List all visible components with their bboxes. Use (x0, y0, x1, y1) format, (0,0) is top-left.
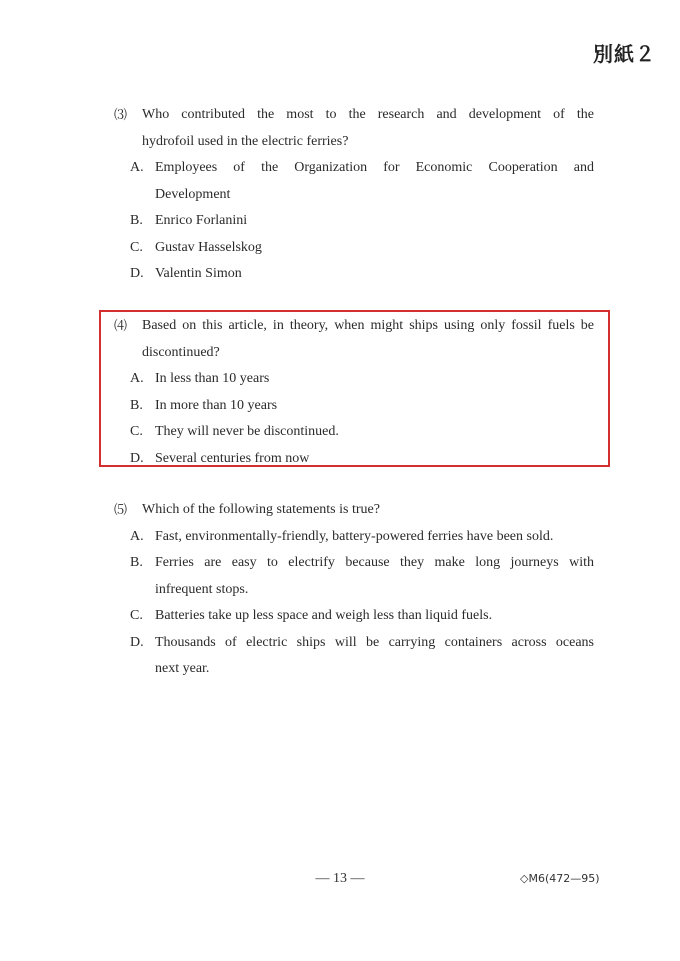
option-label: D. (130, 450, 144, 466)
option-label: B. (130, 397, 143, 413)
option-text: Gustav Hasselskog (155, 239, 262, 255)
option-c[interactable] (130, 419, 594, 446)
option-label: D. (130, 266, 144, 281)
option-text: Development (155, 186, 231, 202)
question-text: Which of the following statements is true? (142, 502, 380, 517)
option-c[interactable] (130, 235, 594, 262)
option-label: C. (130, 424, 143, 439)
option-text: In less than 10 years (155, 371, 270, 386)
option-text: They will never be discontinued. (155, 424, 339, 439)
option-a[interactable] (130, 155, 594, 208)
option-b[interactable] (130, 550, 594, 603)
attachment-label: 別紙２ (593, 42, 656, 66)
option-a[interactable] (130, 366, 594, 393)
option-text: Thousands of electric ships will be carrying containers across oceans (155, 634, 594, 650)
option-text: Batteries take up less space and weigh less than liquid fuels. (155, 608, 493, 623)
option-label: A. (130, 371, 144, 386)
option-text: next year. (155, 661, 210, 676)
option-label: A. (130, 528, 144, 544)
option-c[interactable] (130, 603, 594, 630)
option-b[interactable] (130, 393, 594, 420)
option-text: Fast, environmentally-friendly, battery-powered ferries have been sold. (155, 528, 554, 544)
option-d[interactable] (130, 630, 594, 683)
question-text: discontinued? (142, 344, 220, 360)
option-d[interactable] (130, 446, 594, 473)
question-number: ⑷ (114, 318, 128, 333)
option-label: C. (130, 239, 143, 255)
option-b[interactable] (130, 208, 594, 235)
option-label: C. (130, 608, 143, 623)
option-text: Valentin Simon (155, 266, 242, 281)
option-d[interactable] (130, 261, 594, 288)
option-label: A. (130, 160, 144, 175)
question-5 (114, 497, 594, 683)
option-label: B. (130, 213, 143, 228)
question-text: Who contributed the most to the research and development of the (142, 107, 594, 122)
option-text: Several centuries from now (155, 450, 310, 466)
question-text: Based on this article, in theory, when might ships using only fossil fuels be (142, 318, 594, 333)
question-3 (114, 102, 594, 288)
page-number: — 13 — (315, 871, 365, 886)
option-text: In more than 10 years (155, 397, 278, 413)
option-text: infrequent stops. (155, 581, 249, 597)
option-text: Enrico Forlanini (155, 213, 248, 228)
question-4 (114, 313, 594, 472)
option-a[interactable] (130, 524, 594, 551)
question-number: ⑸ (114, 502, 128, 517)
document-code: ◇M6(472—95) (520, 872, 600, 885)
option-text: Employees of the Organization for Economic Cooperation and (155, 160, 594, 175)
question-number: ⑶ (114, 107, 128, 122)
option-label: D. (130, 634, 144, 650)
question-text: hydrofoil used in the electric ferries? (142, 133, 349, 149)
option-label: B. (130, 555, 143, 570)
option-text: Ferries are easy to electrify because they make long journeys with (155, 555, 594, 570)
